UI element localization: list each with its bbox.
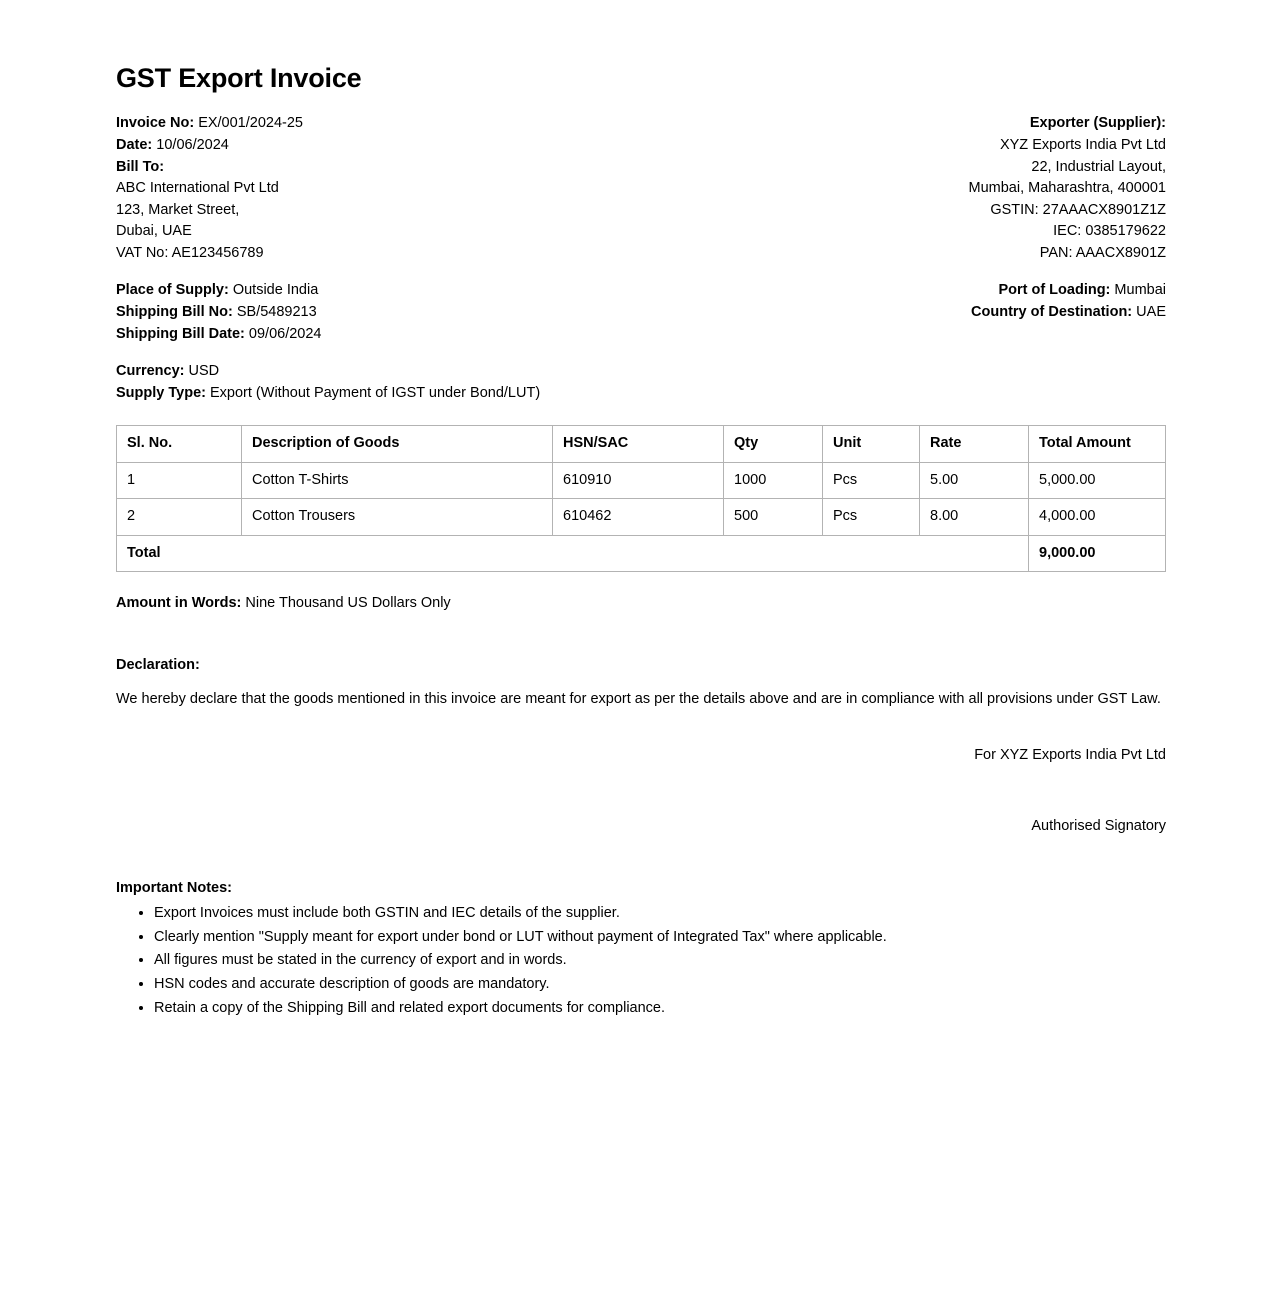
invoice-date-line xyxy=(116,136,303,156)
invoice-date-label: Date: xyxy=(116,137,153,153)
port-of-loading-value: Mumbai xyxy=(1114,282,1166,299)
cell-description: Cotton T-Shirts xyxy=(242,462,553,499)
cell-sl-no: 1 xyxy=(117,462,242,499)
exporter-line: Mumbai, Maharashtra, 400001 xyxy=(968,180,1166,197)
bill-to-label: Bill To: xyxy=(116,158,165,175)
shipping-left xyxy=(116,281,322,346)
currency-label: Currency: xyxy=(116,363,185,380)
exporter-details xyxy=(969,114,1166,265)
cell-rate: 8.00 xyxy=(920,499,1029,536)
place-of-supply-line xyxy=(116,281,322,301)
invoice-date-value: 10/06/2024 xyxy=(156,137,229,153)
currency-line xyxy=(116,362,1166,382)
cell-unit: Pcs xyxy=(823,499,920,536)
important-notes-title: Important Notes: xyxy=(116,879,232,896)
list-item: • All figures must be stated in the currency of export and in words. xyxy=(154,951,1166,971)
exporter-line: XYZ Exports India Pvt Ltd xyxy=(999,137,1166,153)
items-table-head xyxy=(117,426,1166,463)
exporter-gstin: GSTIN: 27AAACX8901Z1Z xyxy=(990,201,1166,218)
list-item: • Retain a copy of the Shipping Bill and related export documents for compliance. xyxy=(154,999,1166,1019)
cell-description: Cotton Trousers xyxy=(242,499,553,536)
list-item: • HSN codes and accurate description of goods are mandatory. xyxy=(154,975,1166,995)
cell-rate: 5.00 xyxy=(920,462,1029,499)
shipping-bill-no-value: SB/5489213 xyxy=(236,303,317,320)
total-value: 9,000.00 xyxy=(1029,535,1166,572)
cell-sl-no: 2 xyxy=(117,499,242,536)
country-of-destination-line xyxy=(971,303,1166,323)
country-of-destination-label: Country of Destination: xyxy=(971,303,1133,320)
cell-hsn: 610462 xyxy=(553,499,724,536)
declaration-text: We hereby declare that the goods mentioned in this invoice are meant for export as per the details above and are in compliance with all provisions under GST Law. xyxy=(116,691,1161,708)
table-total-row xyxy=(117,535,1166,572)
important-notes-list xyxy=(116,904,1166,1018)
terms-section xyxy=(116,362,1166,403)
important-notes-section xyxy=(116,879,1166,1018)
column-header-hsn: HSN/SAC xyxy=(553,426,724,463)
exporter-iec: IEC: 0385179622 xyxy=(1053,223,1166,240)
total-label: Total xyxy=(117,535,1029,572)
signature-section xyxy=(116,746,1166,837)
list-item: • Export Invoices must include both GSTIN and IEC details of the supplier. xyxy=(154,904,1166,924)
bill-to-line: 123, Market Street, xyxy=(116,201,240,218)
list-item: • Clearly mention "Supply meant for export under bond or LUT without payment of Integrated Tax" where applicable. xyxy=(154,928,1166,948)
column-header-sl-no: Sl. No. xyxy=(117,426,242,463)
place-of-supply-label: Place of Supply: xyxy=(116,282,229,299)
shipping-bill-date-line xyxy=(116,325,322,345)
table-row xyxy=(117,499,1166,536)
exporter-pan: PAN: AAACX8901Z xyxy=(1039,244,1166,261)
bill-to-line: Dubai, UAE xyxy=(116,223,192,240)
authorised-signatory-text: Authorised Signatory xyxy=(1031,818,1166,835)
country-of-destination-value: UAE xyxy=(1136,303,1166,320)
supply-type-label: Supply Type: xyxy=(116,384,206,401)
exporter-label: Exporter (Supplier): xyxy=(1029,115,1166,132)
table-row xyxy=(117,462,1166,499)
header-section xyxy=(116,114,1166,265)
column-header-unit: Unit xyxy=(823,426,920,463)
exporter-line: 22, Industrial Layout, xyxy=(1031,158,1166,175)
cell-unit: Pcs xyxy=(823,462,920,499)
page-title: GST Export Invoice xyxy=(116,63,362,93)
invoice-no-line xyxy=(116,114,303,134)
supply-type-value: Export (Without Payment of IGST under Bond/LUT) xyxy=(210,384,541,401)
cell-qty: 1000 xyxy=(724,462,823,499)
port-of-loading-label: Port of Loading: xyxy=(998,282,1111,299)
signature-space xyxy=(116,767,1166,817)
amount-in-words-value: Nine Thousand US Dollars Only xyxy=(245,595,451,612)
cell-amount: 4,000.00 xyxy=(1029,499,1166,536)
column-header-description: Description of Goods xyxy=(242,426,553,463)
column-header-total-amount: Total Amount xyxy=(1029,426,1166,463)
port-of-loading-line xyxy=(971,281,1166,301)
shipping-bill-no-line xyxy=(116,303,322,323)
bill-to-line: VAT No: AE123456789 xyxy=(116,244,264,261)
cell-qty: 500 xyxy=(724,499,823,536)
bill-to-line: ABC International Pvt Ltd xyxy=(116,180,279,197)
shipping-bill-date-value: 09/06/2024 xyxy=(248,325,322,342)
amount-in-words xyxy=(116,594,1166,614)
shipping-section xyxy=(116,281,1166,346)
invoice-no-label: Invoice No: xyxy=(116,115,195,132)
place-of-supply-value: Outside India xyxy=(232,282,319,299)
shipping-bill-date-label: Shipping Bill Date: xyxy=(116,325,245,342)
declaration-title: Declaration: xyxy=(116,657,200,673)
for-company-text: For XYZ Exports India Pvt Ltd xyxy=(974,746,1166,763)
invoice-details xyxy=(116,114,303,265)
shipping-right xyxy=(971,281,1166,324)
invoice-no-value: EX/001/2024-25 xyxy=(198,115,303,132)
cell-amount: 5,000.00 xyxy=(1029,462,1166,499)
supply-type-line xyxy=(116,384,1166,404)
items-table xyxy=(116,425,1166,572)
declaration-section xyxy=(116,656,1166,710)
currency-value: USD xyxy=(188,363,220,380)
column-header-rate: Rate xyxy=(920,426,1029,463)
column-header-qty: Qty xyxy=(724,426,823,463)
amount-in-words-label: Amount in Words: xyxy=(116,595,242,612)
shipping-bill-no-label: Shipping Bill No: xyxy=(116,303,233,320)
cell-hsn: 610910 xyxy=(553,462,724,499)
table-header-row xyxy=(117,426,1166,463)
items-table-body xyxy=(117,462,1166,572)
